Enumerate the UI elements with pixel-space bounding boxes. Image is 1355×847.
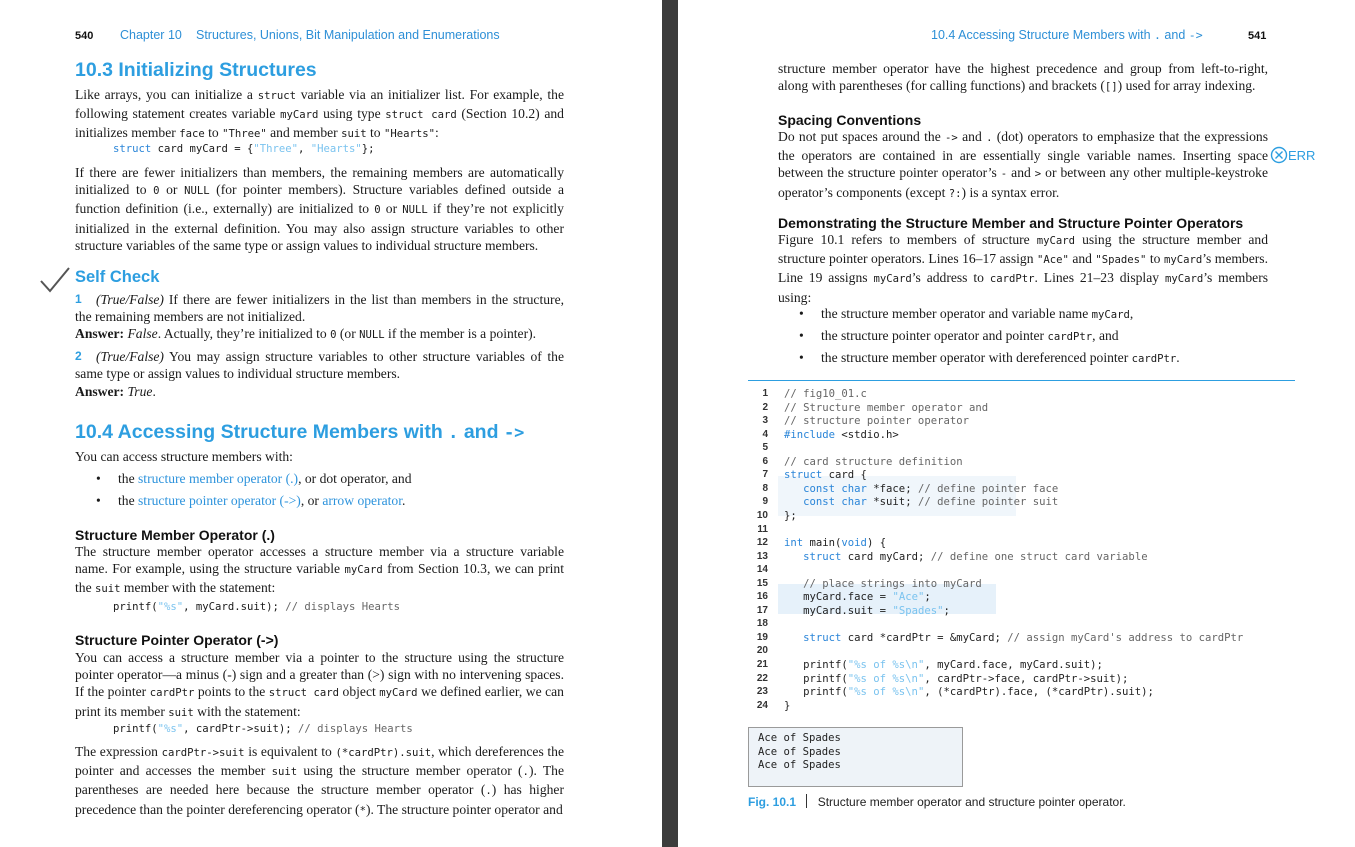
line-number: 11 <box>757 523 768 535</box>
question-1: (True/False) If there are fewer initializers in the list than members in the structure, the remaining members are not initialized. <box>75 292 564 325</box>
chapter-label: Chapter 10 <box>120 28 182 42</box>
line-number: 12 <box>756 537 768 549</box>
left-page <box>0 0 662 847</box>
line-code: }; <box>784 509 797 522</box>
output-line: Ace of Spades <box>758 759 841 771</box>
subheading: Spacing Conventions <box>778 112 922 128</box>
figure-top-rule <box>748 380 1295 381</box>
line-number: 6 <box>762 455 768 467</box>
line-code: myCard.suit = "Spades"; <box>784 604 950 617</box>
line-code: int main(void) { <box>784 537 887 550</box>
line-number: 10 <box>756 509 768 521</box>
list-item: • the structure pointer operator and pointer cardPtr, and <box>799 328 1119 343</box>
paragraph: The structure member operator accesses a structure member via a structure variable name. For example, using the structure variable myCard from Section 10.3, we can print the suit member with the statement: <box>75 544 564 596</box>
section-heading-10-3: 10.3 Initializing Structures <box>75 59 317 81</box>
paragraph: Do not put spaces around the -> and . (dot) operators to emphasize that the expressions the operators are contained in are essentially single variable names. Inserting space between the structure pointer operator’s - and > or between any other multiple-keystroke operator’s components (except ?:) is a syntax error. <box>778 129 1268 200</box>
right-page <box>678 0 1355 847</box>
paragraph: You can access a structure member via a pointer to the structure using the structure pointer operator—a minus (-) sign and a greater than (>) sign with no intervening spaces. If the pointer cardPtr points to the struct card object myCard we defined earlier, we can print its member suit with the statement: <box>75 650 564 719</box>
paragraph: The expression cardPtr->suit is equivalent to (*cardPtr).suit, which dereferences the pointer and accesses the member suit using the structure member operator (.). The parentheses are needed here because the structure member operator (.) has higher precedence than the pointer dereferencing operator (*). The structure pointer operator and <box>75 744 565 817</box>
line-number: 2 <box>762 401 768 413</box>
line-code: // fig10_01.c <box>784 388 867 400</box>
program-output <box>748 727 963 787</box>
paragraph: Like arrays, you can initialize a struct variable via an initializer list. For example, the following statement creates variable myCard using type struct card (Section 10.2) and initializes member face to "Three" and member suit to "Hearts": <box>75 87 564 141</box>
page-gutter <box>662 0 678 847</box>
output-text <box>758 732 971 773</box>
answer-2: Answer: True. <box>75 384 156 399</box>
line-code: // place strings into myCard <box>803 577 982 590</box>
line-number: 19 <box>756 631 768 643</box>
line-code: printf("%s of %s\n", cardPtr->face, cardPtr->suit); <box>784 672 1129 685</box>
error-tip-marker: ERR <box>1270 146 1315 164</box>
line-number: 20 <box>756 645 768 657</box>
answer-1: Answer: False. Actually, they’re initialized to 0 (or NULL if the member is a pointer). <box>75 326 537 341</box>
line-number: 15 <box>756 577 768 589</box>
section-heading-10-4: 10.4 Accessing Structure Members with . and -> <box>75 421 525 443</box>
line-number: 5 <box>762 442 768 454</box>
self-check-heading: Self Check <box>75 268 160 286</box>
line-code: const char *suit; // define pointer suit <box>803 496 1059 509</box>
output-line: Ace of Spades <box>758 732 841 744</box>
line-code: // Structure member operator and <box>784 401 989 414</box>
line-number: 22 <box>756 672 768 684</box>
error-icon <box>1270 146 1288 164</box>
line-number: 21 <box>756 659 768 670</box>
paragraph: If there are fewer initializers than members, the remaining members are automatically initialized to 0 or NULL (for pointer members). Structure variables defined outside a function definition (i.e., externally) are initialized to 0 or NULL if they’re not explicitly initialized in the external definition. You may also assign structure variables to other structure variables of the same type or assign values to individual structure members. <box>75 165 564 253</box>
line-number: 8 <box>762 482 768 494</box>
line-number: 1 <box>762 388 768 399</box>
line-number: 3 <box>762 415 768 427</box>
line-number: 4 <box>762 428 768 440</box>
line-code: printf("%s of %s\n", myCard.face, myCard.suit); <box>784 659 1103 671</box>
chapter-title: Structures, Unions, Bit Manipulation and Enumerations <box>196 28 500 42</box>
figure-caption: Fig. 10.1 Structure member operator and structure pointer operator. <box>748 795 1126 809</box>
paragraph: structure member operator have the highest precedence and group from left-to-right, along with parentheses (for calling functions) and brackets ([]) used for array indexing. <box>778 61 1268 94</box>
line-number: 7 <box>762 469 768 481</box>
running-head: 10.4 Accessing Structure Members with . and -> <box>931 28 1203 42</box>
code-snippet: printf("%s", cardPtr->suit); // displays Hearts <box>113 723 413 735</box>
paragraph: Figure 10.1 refers to members of structure myCard using the structure member and structure pointer operators. Lines 16–17 assign "Ace" and "Spades" to myCard’s members. Line 19 assigns myCard’s address to cardPtr. Lines 21–23 display myCard’s members using: <box>778 232 1269 305</box>
line-number: 13 <box>756 550 768 562</box>
line-code: struct card myCard; // define one struct card variable <box>803 550 1148 563</box>
output-line: Ace of Spades <box>758 745 841 758</box>
line-number: 18 <box>756 618 768 630</box>
line-code: // card structure definition <box>784 455 963 468</box>
subheading: Structure Member Operator (.) <box>75 527 275 543</box>
list-item: • the structure member operator and variable name myCard, <box>799 306 1134 321</box>
line-code: myCard.face = "Ace"; <box>784 591 931 604</box>
line-code: struct card *cardPtr = &myCard; // assign myCard's address to cardPtr <box>803 631 1244 644</box>
question-number: 1 <box>75 292 82 306</box>
page-number: 540 <box>75 30 94 42</box>
code-listing <box>748 388 1295 718</box>
paragraph: You can access structure members with: <box>75 449 293 464</box>
line-number: 9 <box>762 496 768 508</box>
list-item: • the structure pointer operator (->), or arrow operator. <box>96 493 406 508</box>
line-number: 16 <box>756 591 768 603</box>
line-code: printf("%s of %s\n", (*cardPtr).face, (*cardPtr).suit); <box>784 686 1154 699</box>
checkmark-icon <box>38 266 72 294</box>
line-code: #include <stdio.h> <box>784 428 899 441</box>
line-number: 23 <box>756 686 768 698</box>
question-number: 2 <box>75 349 82 363</box>
page-number: 541 <box>1248 30 1267 42</box>
subheading: Structure Pointer Operator (->) <box>75 632 279 648</box>
code-snippet: struct card myCard = {"Three", "Hearts"}; <box>113 143 375 155</box>
code-snippet: printf("%s", myCard.suit); // displays Hearts <box>113 601 401 613</box>
line-code: // structure pointer operator <box>784 415 969 428</box>
line-code: struct card { <box>784 469 867 482</box>
line-code: } <box>784 699 791 712</box>
subheading: Demonstrating the Structure Member and Structure Pointer Operators <box>778 215 1244 231</box>
line-number: 24 <box>756 699 768 711</box>
question-2: (True/False) You may assign structure variables to other structure variables of the same type or assign values to individual structure members. <box>75 349 564 382</box>
list-item: • the structure member operator with dereferenced pointer cardPtr. <box>799 350 1180 365</box>
line-number: 17 <box>756 604 768 616</box>
line-code: const char *face; // define pointer face <box>803 482 1059 495</box>
line-number: 14 <box>756 564 768 576</box>
list-item: • the structure member operator (.), or dot operator, and <box>96 471 412 486</box>
